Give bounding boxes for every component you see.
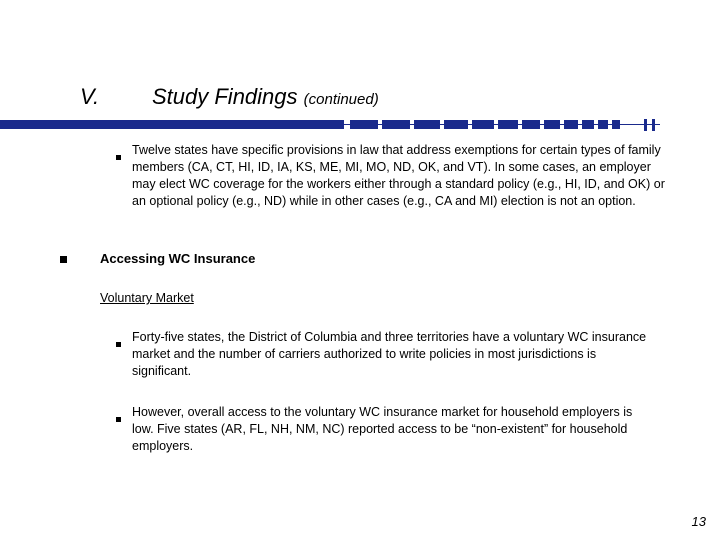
title-divider-rule [0, 119, 660, 131]
bullet-square-icon [116, 417, 121, 422]
slide-title [152, 84, 379, 113]
rule-block [444, 120, 468, 129]
page-number: 13 [691, 514, 706, 529]
rule-block [582, 120, 594, 129]
slide-title-text: Study Findings [152, 84, 298, 109]
rule-block [598, 120, 608, 129]
rule-block [350, 120, 378, 129]
rule-tick [652, 119, 655, 131]
rule-block [382, 120, 410, 129]
section-heading: Accessing WC Insurance [100, 251, 256, 266]
rule-block [414, 120, 440, 129]
paragraph-family-exemptions: Twelve states have specific provisions in law that address exemptions for certain types of family members (CA, CT, HI, ID, IA, KS, ME, MI, MO, ND, OK, and VT). In some cases, an employer may elect WC coverage for the workers either through a standard policy (e.g., HI, ID, and OK) or an optional policy (e.g., ND) while in other cases (e.g., CA and MI) election is not an option. [132, 143, 665, 208]
subheading-voluntary-market: Voluntary Market [100, 291, 194, 305]
rule-block [472, 120, 494, 129]
rule-tick [644, 119, 647, 131]
bullet-square-icon [116, 155, 121, 160]
rule-block [498, 120, 518, 129]
rule-block [564, 120, 578, 129]
rule-block [544, 120, 560, 129]
paragraph-household-access: However, overall access to the voluntary WC insurance market for household employers is low. Five states (AR, FL, NH, NM, NC) reported access to be “non-existent” for household employers. [132, 405, 633, 453]
slide-title-suffix: (continued) [303, 91, 379, 108]
rule-block [522, 120, 540, 129]
section-number: V. [80, 84, 100, 109]
paragraph-voluntary-market: Forty-five states, the District of Columbia and three territories have a voluntary WC insurance market and the number of carriers authorized to write policies in most jurisdictions is significant. [132, 330, 647, 378]
rule-block [612, 120, 620, 129]
bullet-square-icon [60, 256, 67, 263]
bullet-square-icon [116, 342, 121, 347]
